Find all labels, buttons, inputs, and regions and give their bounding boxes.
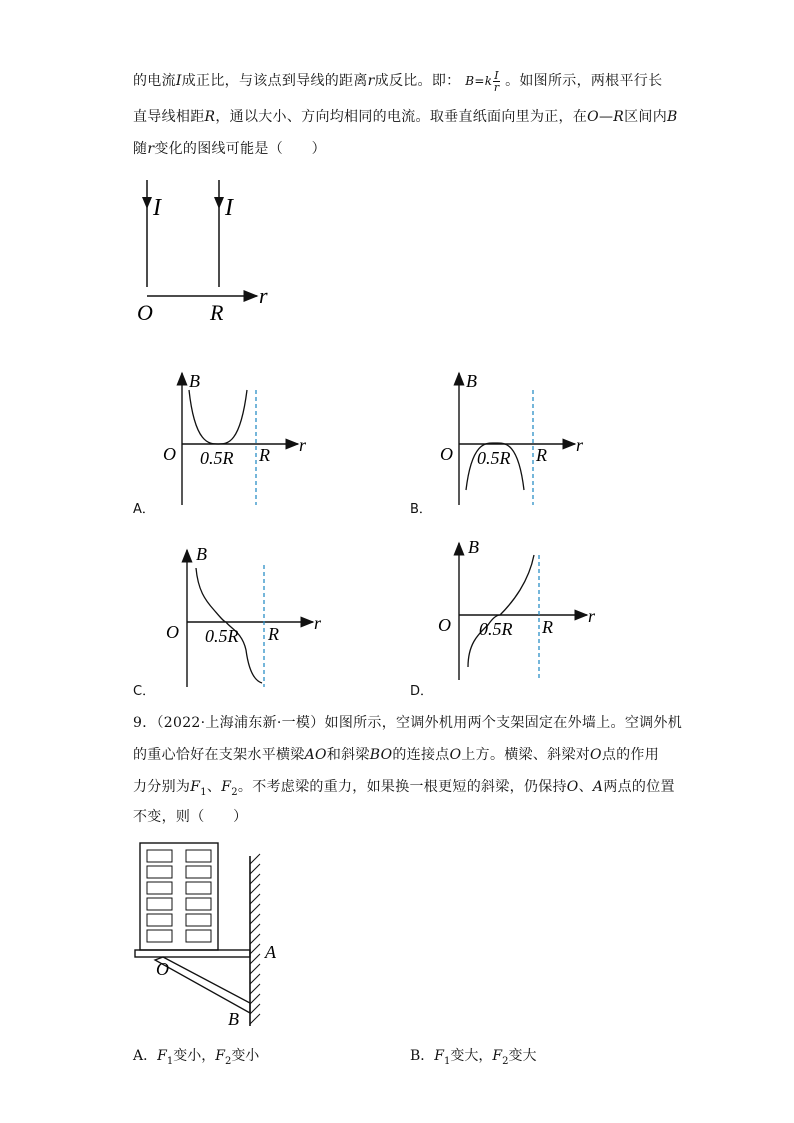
label-r: r (299, 435, 307, 455)
subscript: 2 (224, 1055, 232, 1067)
label-B: B (196, 544, 207, 564)
var-R: R (613, 109, 625, 125)
graph-option-a (155, 365, 325, 510)
text: 。如图所示，两根平行长 (505, 73, 663, 89)
var-R: R (204, 109, 216, 125)
text: 、 (206, 779, 222, 795)
subscript: 2 (231, 786, 238, 798)
option-c-label[interactable]: C． (133, 684, 156, 699)
curve (189, 390, 247, 444)
subscript: 1 (444, 1055, 451, 1067)
label-O: O (156, 959, 169, 979)
label-O: O (438, 615, 451, 635)
formula-k: k (484, 74, 493, 88)
text: 随 (133, 141, 148, 157)
label-I-left: I (153, 195, 161, 221)
subscript: 2 (502, 1055, 509, 1067)
text: 变小 (231, 1048, 260, 1064)
q8-line-1 (133, 70, 662, 93)
option-d-label[interactable]: D． (410, 684, 434, 699)
formula (465, 69, 505, 94)
label-R: R (536, 445, 547, 465)
text: 直导线相距 (133, 109, 205, 125)
q9-line-3 (133, 777, 675, 803)
graph-option-c (160, 540, 330, 690)
current-arrow-right (214, 197, 224, 209)
option-b-label[interactable]: B． (410, 502, 432, 517)
var-F: F (190, 779, 201, 795)
var-F: F (215, 1048, 225, 1064)
subscript: 1 (166, 1055, 174, 1067)
text: 两点的位置 (603, 779, 675, 795)
subscript: 1 (200, 786, 207, 798)
var-O: O (587, 109, 599, 125)
var-F: F (157, 1048, 167, 1064)
text: 变大， (450, 1048, 493, 1064)
text: 成正比，与该点到导线的距离 (181, 73, 368, 89)
q8-line-2 (133, 107, 678, 127)
var-BO: BO (369, 747, 393, 763)
text: 区间内 (624, 109, 667, 125)
q9-option-b[interactable] (410, 1045, 536, 1067)
label-O: O (137, 300, 153, 325)
label-I-right: I (225, 195, 233, 221)
var-B: B (667, 109, 678, 125)
text: 变化的图线可能是（ ） (154, 141, 326, 157)
text: 点的作用 (601, 747, 660, 763)
curve (468, 555, 534, 667)
label-0.5R: 0.5R (205, 626, 239, 646)
label-0.5R: 0.5R (477, 448, 511, 468)
label-B: B (228, 1009, 239, 1029)
q8-line-3 (133, 139, 326, 159)
q9-option-a[interactable] (133, 1045, 259, 1067)
var-r: r (367, 73, 375, 89)
var-AO: AO (304, 747, 327, 763)
q9-line-2 (133, 745, 659, 765)
option-letter: A． (133, 1048, 158, 1064)
ac-unit (140, 843, 218, 950)
label-B: B (468, 537, 479, 557)
label-R: R (210, 300, 224, 325)
text: 。不考虑梁的重力，如果换一根更短的斜梁，仍保持 (237, 779, 567, 795)
var-O: O (449, 747, 462, 763)
label-O: O (163, 444, 176, 464)
label-B: B (466, 371, 477, 391)
option-letter: B． (410, 1048, 435, 1064)
current-arrow-left (142, 197, 152, 209)
text: 变大 (508, 1048, 537, 1064)
label-R: R (259, 445, 270, 465)
label-r: r (576, 435, 584, 455)
formula-fraction (493, 70, 500, 93)
graph-option-b (432, 365, 602, 510)
text: 的重心恰好在支架水平横梁 (133, 747, 305, 763)
text: 的连接点 (392, 747, 450, 763)
fraction-denominator: r (493, 81, 500, 94)
var-F: F (221, 779, 232, 795)
q9-line-4: 不变，则（ ） (133, 809, 248, 825)
ac-vents (147, 850, 211, 942)
label-A: A (265, 942, 276, 962)
q9-line-1: 9．（2022·上海浦东新·一模）如图所示，空调外机用两个支架固定在外墙上。空调外机 (133, 715, 683, 731)
var-O: O (590, 747, 602, 763)
label-B: B (189, 371, 200, 391)
text: 力分别为 (133, 779, 191, 795)
text: — (598, 109, 614, 125)
option-a-label[interactable]: A． (133, 502, 155, 517)
var-F: F (492, 1048, 503, 1064)
text: 、 (578, 779, 593, 795)
diagonal-beam-BO (155, 957, 250, 1013)
graph-option-d (432, 535, 602, 685)
label-R: R (542, 617, 553, 637)
text: 和斜梁 (326, 747, 370, 763)
wire-figure (130, 175, 290, 335)
ac-bracket-figure (130, 838, 290, 1033)
text: 的电流 (133, 73, 176, 89)
label-r: r (259, 283, 268, 308)
formula-B: B (465, 74, 475, 88)
fraction-numerator: I (494, 69, 499, 82)
var-I: I (175, 73, 182, 89)
var-r: r (147, 141, 155, 157)
text: 变小， (173, 1048, 216, 1064)
label-r: r (314, 613, 322, 633)
formula-eq: = (474, 74, 485, 88)
text: 上方。横梁、斜梁对 (461, 747, 591, 763)
text: 成反比。即： (374, 73, 461, 89)
label-R: R (268, 624, 279, 644)
label-0.5R: 0.5R (200, 448, 234, 468)
horizontal-beam-AO (135, 950, 250, 957)
label-O: O (440, 444, 453, 464)
var-F: F (434, 1048, 445, 1064)
label-0.5R: 0.5R (479, 619, 513, 639)
var-O: O (566, 779, 579, 795)
text: ，通以大小、方向均相同的电流。取垂直纸面向里为正，在 (215, 109, 588, 125)
var-A: A (592, 779, 604, 795)
wall-hatching (250, 854, 260, 1024)
label-O: O (166, 622, 179, 642)
label-r: r (588, 606, 596, 626)
